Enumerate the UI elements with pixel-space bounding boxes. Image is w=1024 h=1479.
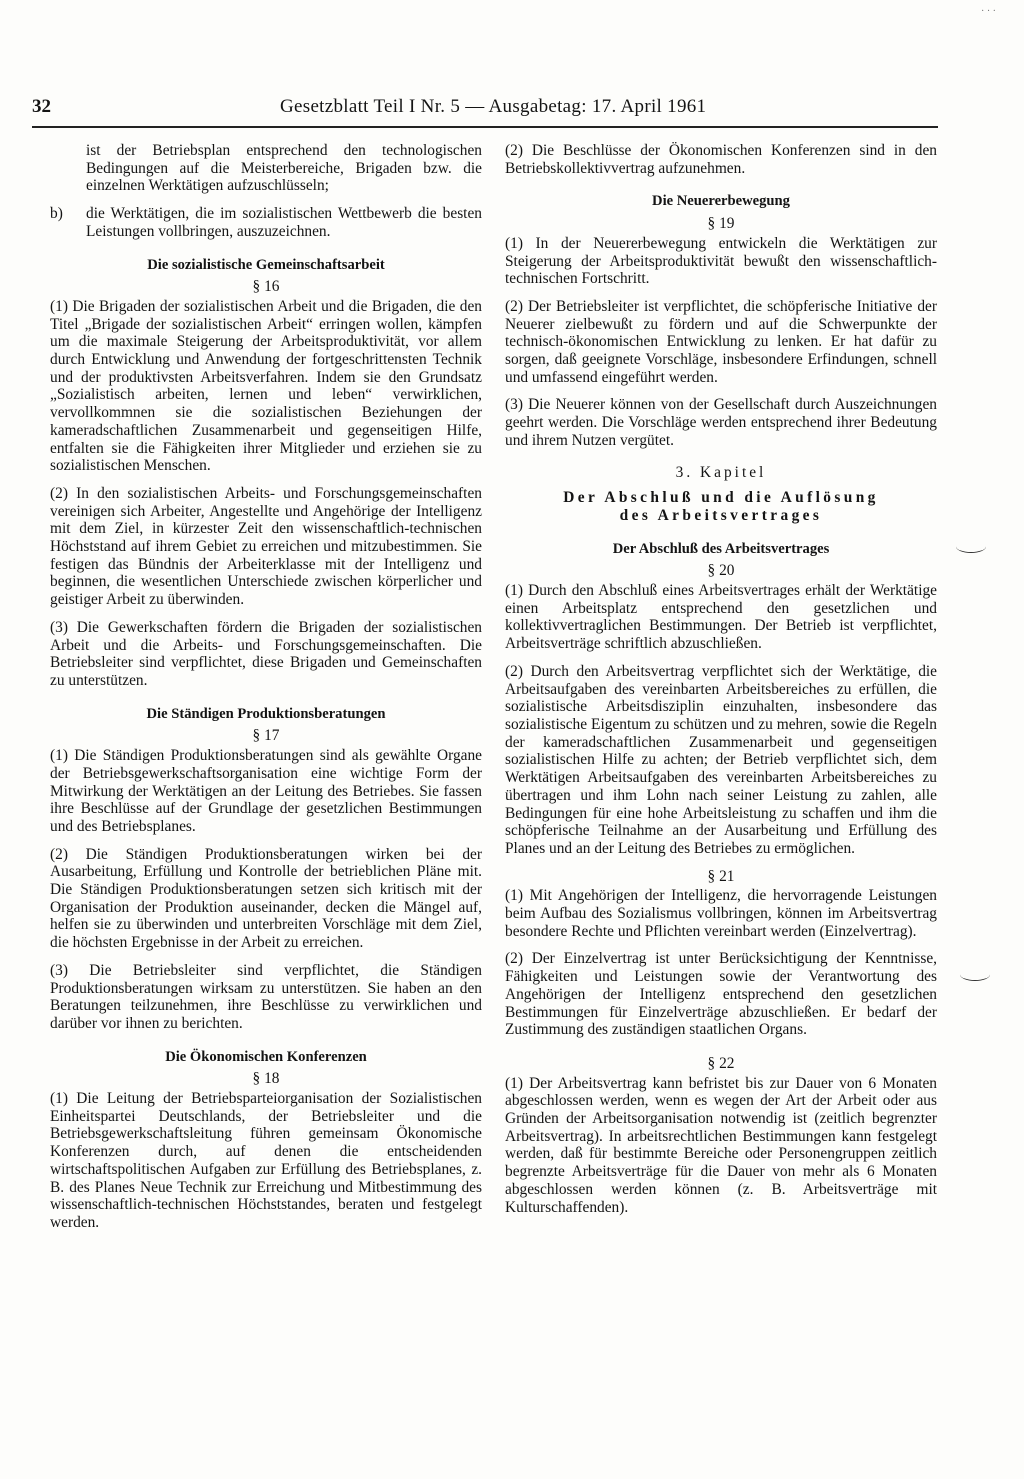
paragraph-number: § 21 [707, 867, 735, 885]
paragraph-number: § 20 [707, 562, 735, 580]
paragraph-continuation: ist der Betriebsplan entsprechend den technologischen Bedingungen auf die Meisterbereiche, Brigaden bzw. die einzelnen Werktätigen aufzuschlüsseln; [86, 142, 482, 195]
list-text: die Werktätigen, die im sozialistischen Wettbewerb die besten Leistungen vollbringen, auszuzeichnen. [86, 205, 482, 240]
chapter-title-line: des Arbeitsvertrages [619, 506, 823, 524]
page-number: 32 [32, 96, 51, 117]
paragraph: (1) Die Ständigen Produktionsberatungen sind als gewählte Organe der Betriebsgewerkschaftsorganisation eine wichtige Form der Mitwirkung der Werktätigen an der Leitung des Betriebes. Sie fassen ihre Beschlüsse auf der Grundlage der gesetzlichen Bestimmungen und des Betriebsplanes. [50, 747, 482, 835]
corner-scan-mark: · · · [981, 6, 996, 17]
running-head: Gesetzblatt Teil I Nr. 5 — Ausgabetag: 17. April 1961 [280, 96, 707, 117]
paragraph-number: § 17 [252, 727, 280, 745]
paragraph: (2) Die Beschlüsse der Ökonomischen Konferenzen sind in den Betriebskollektivvertrag aufzunehmen. [505, 142, 937, 177]
paragraph: (2) Die Ständigen Produktionsberatungen wirken bei der Ausarbeitung, Erfüllung und Kontrolle der betrieblichen Pläne mit. Die Ständigen Produktionsberatungen setzen sich kritisch mit der Organisation der Produktion auseinander, decken die Mängel auf, helfen sie zu überwinden und unterbreiten Vorschläge mit dem Ziel, die höchsten Ergebnisse in der Arbeit zu erreichen. [50, 845, 482, 952]
chapter-title [505, 489, 937, 524]
paragraph: (2) Der Betriebsleiter ist verpflichtet, die schöpferische Initiative der Neuerer zielbewußt zu fördern und auf die Schwerpunkte der technisch-ökonomischen Entwicklung zu lenken. Er hat dafür zu sorgen, daß geeignete Vorschläge, insbesondere Erfindungen, schnell und umfassend eingeführt werden. [505, 297, 937, 386]
paragraph: (3) Die Betriebsleiter sind verpflichtet, die Ständigen Produktionsberatungen wirksam zu unterstützen. Sie haben an den Beratungen teilzunehmen, ihre Beschlüsse zu verwirklichen und darüber vor ihnen zu berichten. [50, 961, 482, 1032]
chapter-title-line: Der Abschluß und die Auflösung [563, 489, 879, 507]
section-heading: Die sozialistische Gemeinschaftsarbeit [147, 256, 385, 273]
paragraph-number: § 18 [252, 1070, 280, 1088]
section-heading: Die Ökonomischen Konferenzen [165, 1048, 367, 1065]
paragraph-number: § 16 [252, 278, 280, 296]
page-header [32, 96, 938, 128]
paragraph: (2) Der Einzelvertrag ist unter Berücksichtigung der Kenntnisse, Fähigkeiten und Leistungen sowie der Verantwortung des Angehörigen der Intelligenz entsprechend den gesetzlichen Bestimmungen für Einzelverträge abzuschließen. Er bedarf der Zustimmung des zuständigen staatlichen Organs. [505, 950, 937, 1039]
list-marker: b) [50, 205, 63, 223]
paragraph: (1) Durch den Abschluß eines Arbeitsvertrages erhält der Werktätige einen Arbeitsplatz entsprechend den gesetzlichen und kollektivvertraglichen Bestimmungen. Der Betrieb ist verpflichtet, Arbeitsverträge schriftlich abzuschließen. [505, 582, 937, 653]
right-column [505, 142, 937, 1216]
paragraph: (2) In den sozialistischen Arbeits- und Forschungsgemeinschaften vereinigen sich Arbeiter, Angestellte und Angehörige der Intelligenz mit dem Ziel, in kürzester Zeit den wissenschaftlich-technischen Höchststand auf ihrem Gebiet zu erreichen und mitzubestimmen. Sie festigen das Bündnis der Arbeiterklasse mit der Intelligenz und beginnen, die wesentlichen Unterschiede zwischen körperlicher und geistiger Arbeit zu überwinden. [50, 484, 482, 609]
section-heading: Die Ständigen Produktionsberatungen [146, 705, 386, 722]
left-column [50, 142, 482, 1232]
paragraph: (1) Die Brigaden der sozialistischen Arbeit und die Brigaden, die den Titel „Brigade der sozialistischen Arbeit“ erringen wollen, kämpfen um die maximale Steigerung der Arbeitsproduktivität, vor allem durch Entwicklung und Anwendung der fortgeschrittensten Technik und der produktivsten Arbeitsverfahren. Indem sie den Grundsatz „Sozialistisch arbeiten, lernen und leben“ verwirklichen, vervollkommnen sie die sozialistischen Beziehungen der kameradschaftlichen Zusammenarbeit und gegenseitigen Hilfe, entfalten sie die Fähigkeiten ihrer Mitglieder und erziehen sie zu sozialistischen Menschen. [50, 297, 482, 475]
paragraph-number: § 19 [707, 215, 735, 233]
section-heading: Die Neuererbewegung [652, 193, 790, 210]
margin-hole-mark [956, 540, 986, 553]
paragraph: (3) Die Neuerer können von der Gesellschaft durch Auszeichnungen geehrt werden. Die Vorschläge werden entsprechend ihrer Bedeutung und ihrem Nutzen vergütet. [505, 396, 937, 449]
paragraph: (1) Der Arbeitsvertrag kann befristet bis zur Dauer von 6 Monaten abgeschlossen werden, wenn es wegen der Art der Arbeit oder aus Gründen der Arbeitsorganisation notwendig ist (zeitlich begrenzter Arbeitsvertrag). In arbeitsrechtlichen Bestimmungen kann festgelegt werden, daß für bestimmte Bereiche oder Personengruppen zeitlich begrenzte Arbeitsverträge für die Dauer von mehr als 6 Monaten abgeschlossen werden können (z. B. Arbeitsverträge mit Kulturschaffenden). [505, 1074, 937, 1216]
section-heading: Der Abschluß des Arbeitsvertrages [612, 540, 830, 557]
list-item-b [50, 205, 482, 240]
margin-hole-mark [960, 968, 990, 981]
paragraph: (1) Mit Angehörigen der Intelligenz, die hervorragende Leistungen beim Aufbau des Sozialismus vollbringen, können im Arbeitsvertrag besondere Rechte und Pflichten vereinbart werden (Einzelvertrag). [505, 887, 937, 940]
paragraph: (1) Die Leitung der Betriebsparteiorganisation der Sozialistischen Einheitspartei Deutschlands, der Betriebsleiter und die Betriebsgewerkschaftsleitung führen gemeinsam Ökonomische Konferenzen durch, auf denen die entscheidenden wirtschaftspolitischen Aufgaben zur Erfüllung des Betriebsplanes, z. B. des Planes Neue Technik zur Erreichung und Mitbestimmung des wissenschaftlich-technischen Höchststandes, beraten und festgelegt werden. [50, 1090, 482, 1231]
chapter-number: 3. Kapitel [675, 463, 767, 481]
paragraph-number: § 22 [707, 1054, 735, 1072]
paragraph: (1) In der Neuererbewegung entwickeln die Werktätigen zur Steigerung der Arbeitsproduktivität bewußt den wissenschaftlich-technischen Fortschritt. [505, 234, 937, 288]
paragraph: (3) Die Gewerkschaften fördern die Brigaden der sozialistischen Arbeit und die Arbeits- und Forschungsgemeinschaften. Die Betriebsleiter sind verpflichtet, diese Brigaden und Gemeinschaften zu unterstützen. [50, 618, 482, 689]
paragraph: (2) Durch den Arbeitsvertrag verpflichtet sich der Werktätige, die Arbeitsaufgaben des vereinbarten Arbeitsbereiches zu erfüllen, die sozialistische Arbeitsdisziplin einzuhalten, insbesondere das sozialistische Eigentum zu schützen und zu mehren, sowie die Regeln der kameradschaftlichen Zusammenarbeit und gegenseitigen sozialistischen Hilfe zu achten; der Betrieb verpflichtet sich, dem Werktätigen Arbeitsaufgaben des vereinbarten Arbeitsbereiches zu übertragen und ihm Lohn nach seiner Leistung zu zahlen, alle Bedingungen für eine hohe Arbeitsleistung zu schaffen und ihm die schöpferische Teilnahme an der Ausarbeitung und Erfüllung des Planes und an der Leitung des Betriebes zu ermöglichen. [505, 662, 937, 857]
